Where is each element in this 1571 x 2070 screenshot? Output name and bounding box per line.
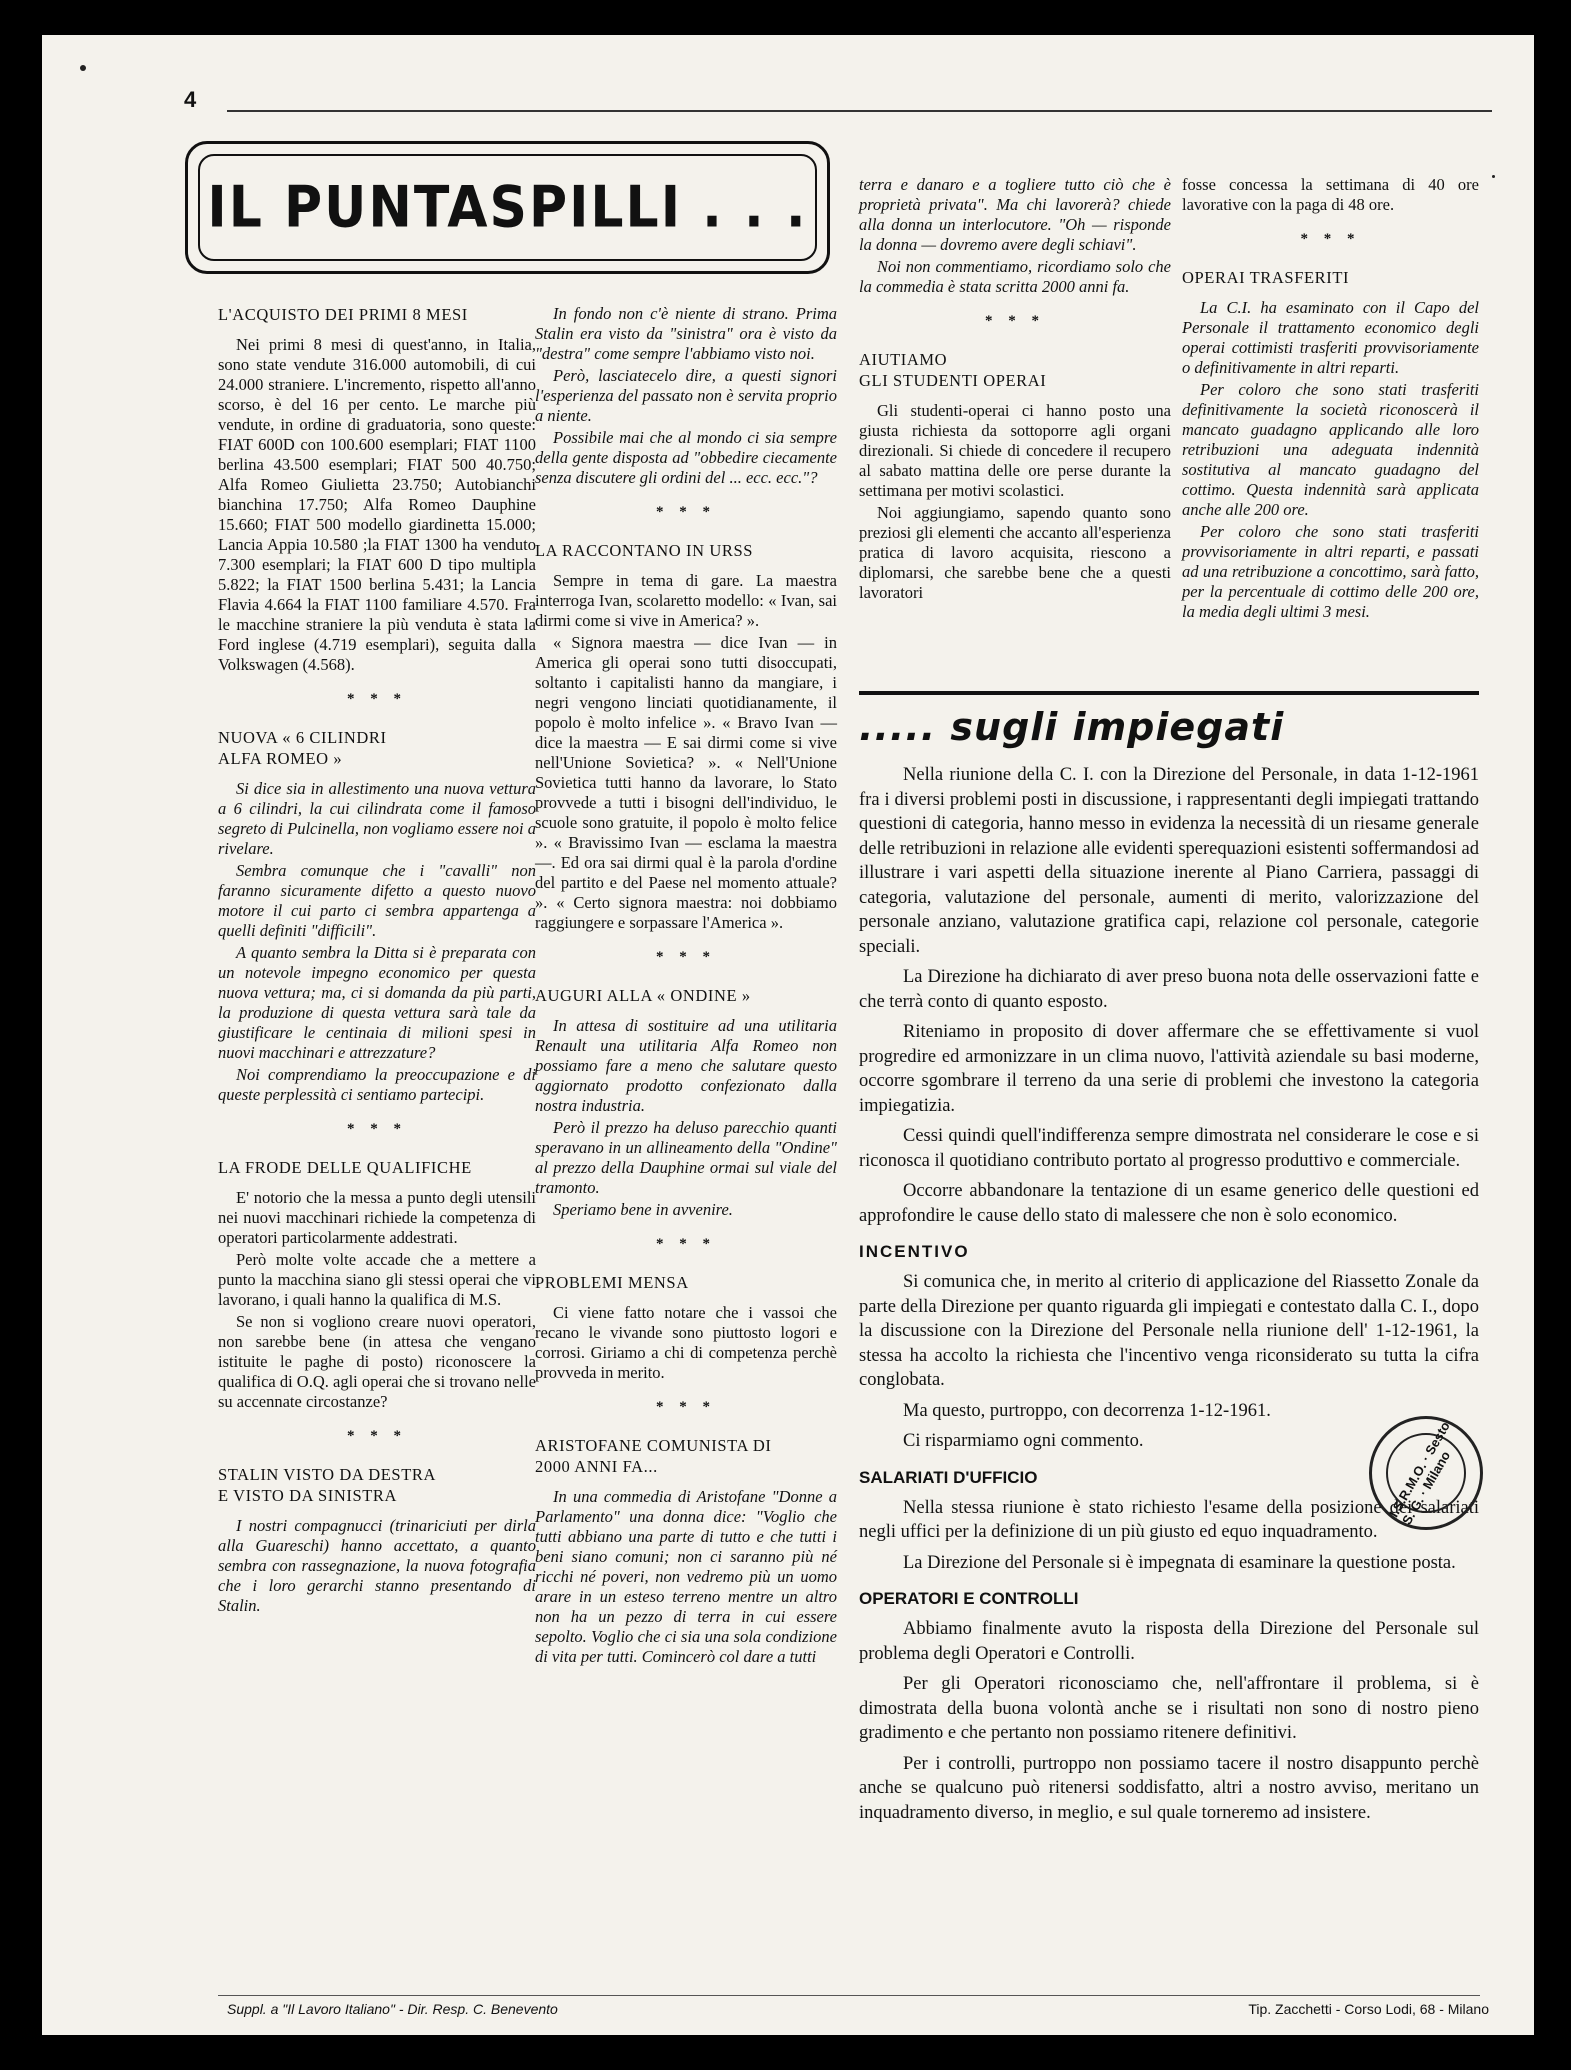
article-paragraph: Noi non commentiamo, ricordiamo solo che la commedia è stata scritta 2000 anni fa. [859, 257, 1171, 296]
article-paragraph: In attesa di sostituire ad una utilitaria Renault una utilitaria Alfa Romeo non possiamo fare a meno che salutare questo aggiornato prodotto confezionato dalla nostra industria. [535, 1016, 837, 1115]
section-rule [859, 691, 1479, 695]
article-heading: OPERAI TRASFERITI [1182, 268, 1350, 287]
article-paragraph: Noi comprendiamo la preoccupazione e di queste perplessità ci sentiamo partecipi. [218, 1065, 536, 1104]
column-2 [535, 304, 837, 1669]
section-separator: * * * [347, 1121, 407, 1137]
stamp-text: I.S.R.M.O. · Sesto S. G. · Milano [1386, 1419, 1454, 1528]
article-heading: LA RACCONTANO IN URSS [535, 541, 754, 560]
subsection-heading: OPERATORI E CONTROLLI [859, 1589, 1079, 1608]
subsection-heading: SALARIATI D'UFFICIO [859, 1467, 1038, 1487]
article-heading: PROBLEMI MENSA [535, 1273, 689, 1292]
section-separator: * * * [656, 949, 716, 965]
article-paragraph: Se non si vogliono creare nuovi operatori, non sarebbe bene (in attesa che vengano istituite le paghe di posto) riconoscere la qualifica di O.Q. agli operai che si trovano nelle su accennate circostanze? [218, 1312, 536, 1411]
article-heading [859, 349, 1171, 391]
masthead-inner-frame [198, 154, 817, 261]
footer-printer: Tip. Zacchetti - Corso Lodi, 68 - Milano [1248, 2001, 1489, 2017]
heading-line: AIUTIAMO [859, 350, 948, 369]
section-separator: * * * [656, 1399, 716, 1415]
masthead-box [185, 141, 830, 274]
article-heading: LA FRODE DELLE QUALIFICHE [218, 1158, 472, 1177]
newspaper-page [42, 35, 1534, 2035]
article-paragraph: Per coloro che sono stati trasferiti provvisoriamente in altri reparti, e passati ad una retribuzione a concottimo, sarà fatto, per la percentuale di cottimo delle 200 ore, la media degli ultimi 3 mesi. [1182, 522, 1479, 621]
article-paragraph: Nella stessa riunione è stato richiesto l'esame della posizione dei salariati negli uffici per la definizione di un più giusto ed equo inquadramento. [859, 1497, 1479, 1542]
article-paragraph: In fondo non c'è niente di strano. Prima Stalin era visto da "sinistra" ora è visto da "destra" come sempre l'abbiamo visto noi. [535, 304, 837, 363]
article-paragraph: Speriamo bene in avvenire. [553, 1200, 733, 1219]
section-separator: * * * [985, 313, 1045, 329]
article-paragraph: Nei primi 8 mesi di quest'anno, in Italia, sono state vendute 316.000 automobili, di cui 24.000 straniere. L'incremento, rispetto all'anno scorso, è del 16 per cento. Le marche più vendute, in ordine di graduatoria, sono queste: FIAT 600D con 100.600 esemplari; FIAT 1100 berlina 43.500 esemplari; FIAT 500 40.750; Alfa Romeo Giulietta 23.750; Autobianchi bianchina 17.750; Alfa Romeo Dauphine 15.660; FIAT 500 modello giardinetta 15.000; Lancia Appia 10.580 ;la FIAT 1300 ha venduto 7.300 esemplari; la FIAT 600 D tipo multipla 5.822; la FIAT 1500 berlina 5.431; la Lancia Flavia 4.664 la FIAT 1100 familiare 4.570. Fra le macchine straniere la più venduta è stata la Ford inglese (4.719 esemplari), seguita dalla Volkswagen (4.568). [218, 335, 536, 674]
scan-speck [1492, 175, 1495, 178]
heading-line: 2000 ANNI FA... [535, 1457, 658, 1476]
article-paragraph: terra e danaro e a togliere tutto ciò che è proprietà privata". Ma chi lavorerà? chiede alla donna un interlocutore. "Oh — risponde la donna — dovremo avere degli schiavi". [859, 175, 1171, 254]
page-number: 4 [184, 87, 197, 112]
article-paragraph: Ci viene fatto notare che i vassoi che recano le vivande sono piuttosto logori e corrosi. Giriamo a chi di competenza perchè provveda in merito. [535, 1303, 837, 1382]
article-paragraph: La C.I. ha esaminato con il Capo del Personale il trattamento economico degli operai cottimisti trasferiti provvisoriamente o definitivamente in altri reparti. [1182, 298, 1479, 377]
column-1 [218, 304, 536, 1618]
impiegati-title: ..... sugli impiegati [859, 705, 1285, 749]
article-paragraph: E' notorio che la messa a punto degli utensili nei nuovi macchinari richiede la competenza di operatori particolarmente addestrati. [218, 1188, 536, 1247]
article-paragraph: Ma questo, purtroppo, con decorrenza 1-12-1961. [903, 1400, 1271, 1421]
article-heading [535, 1435, 837, 1477]
article-paragraph: Però il prezzo ha deluso parecchio quanti speravano in un allineamento della "Ondine" al prezzo della Dauphine ormai sul viale del tramonto. [535, 1118, 837, 1197]
article-paragraph: « Signora maestra — dice Ivan — in America gli operai sono tutti disoccupati, soltanto i capitalisti hanno da mangiare, i negri vengono linciati quotidianamente, il popolo è molto infelice ». « Bravo Ivan — dice la maestra — E sai dirmi come si vive nell'Unione Sovietica? ». « Nell'Unione Sovietica tutti hanno da lavorare, lo Stato provvede a tutti i bisogni dell'individuo, le scuole sono gratuite, il popolo è molto felice ». « Bravissimo Ivan — esclama la maestra —. Ed ora sai dirmi qual è la parola d'ordine del partito e del Paese nel momento attuale? ». « Certo signora maestra: noi dobbiamo raggiungere e sorpassare l'America ». [535, 633, 837, 932]
article-paragraph: Possibile mai che al mondo ci sia sempre della gente disposta ad "obbedire ciecamente senza discutere gli ordini del ... ecc. ecc."? [535, 428, 837, 487]
heading-line: ALFA ROMEO » [218, 749, 343, 768]
subsection-heading: INCENTIVO [859, 1242, 970, 1261]
footer-publication: Suppl. a "Il Lavoro Italiano" - Dir. Resp. C. Benevento [227, 2001, 558, 2017]
article-paragraph: A quanto sembra la Ditta si è preparata con un notevole impegno economico per questa nuova vettura; ma, ci si domanda da più parti, la produzione di questa vettura sarà tale da giustificare le centinaia di milioni spesi in nuovi macchinari e attrezzature? [218, 943, 536, 1062]
article-paragraph: La Direzione del Personale si è impegnata di esaminare la questione posta. [903, 1552, 1456, 1573]
masthead-title: IL PUNTASPILLI . . . [207, 174, 808, 241]
article-heading [218, 1464, 536, 1506]
heading-line: NUOVA « 6 CILINDRI [218, 728, 387, 747]
heading-line: ARISTOFANE COMUNISTA DI [535, 1436, 772, 1455]
heading-line: E VISTO DA SINISTRA [218, 1486, 398, 1505]
section-separator: * * * [656, 1236, 716, 1252]
article-paragraph: Sembra comunque che i "cavalli" non faranno sicuramente difetto a questo nuovo motore il cui parto ci sembra appartenga a quelli definiti "difficili". [218, 861, 536, 940]
impiegati-body [859, 763, 1479, 1825]
heading-line: GLI STUDENTI OPERAI [859, 371, 1047, 390]
article-paragraph: I nostri compagnucci (trinariciuti per dirla alla Guareschi) hanno accettato, a quanto sembra con rassegnazione, la nuova fotografia che i loro gerarchi stanno presentando di Stalin. [218, 1516, 536, 1615]
article-paragraph: Però, lasciatecelo dire, a questi signori l'esperienza del passato non è servita proprio a niente. [535, 366, 837, 425]
footer-rule [218, 1995, 1480, 1996]
article-paragraph: Si dice sia in allestimento una nuova vettura a 6 cilindri, la cui cilindrata come il famoso segreto di Pulcinella, non vogliamo essere noi a rivelare. [218, 779, 536, 858]
article-paragraph: Però molte volte accade che a mettere a punto la macchina siano gli stessi operai che vi lavorano, i quali hanno la qualifica di M.S. [218, 1250, 536, 1309]
article-paragraph: Cessi quindi quell'indifferenza sempre dimostrata nel considerare le cose e si riconosca il quotidiano contributo portato al progresso produttivo e commerciale. [859, 1126, 1479, 1171]
article-paragraph: Nella riunione della C. I. con la Direzione del Personale, in data 1-12-1961 fra i diversi problemi posti in discussione, i rappresentanti degli impiegati trattando questioni di categoria, hanno messo in evidenza la necessità di un riesame generale delle retribuzioni in relazione alle evidenti sperequazioni esistenti soffermandosi ad illustrare i vari aspetti della situazione inerente al Piano Carriera, passaggi di categoria, valutazione del personale, aumenti di merito, valorizzazione del personale anziano, valutazione gratifica capi, relazione col personale, categorie speciali. [859, 765, 1479, 957]
article-paragraph: Sempre in tema di gare. La maestra interroga Ivan, scolaretto modello: « Ivan, sai dirmi come si vive in America? ». [535, 571, 837, 630]
archive-stamp [1369, 1416, 1483, 1530]
section-separator: * * * [656, 504, 716, 520]
article-paragraph: Riteniamo in proposito di dover affermare che se effettivamente si vuol progredire ed armonizzare in un clima nuovo, l'attività aziendale su basi moderne, occorre sgombrare il terreno da una serie di problemi che investono la categoria impiegatizia. [859, 1022, 1479, 1116]
article-paragraph: Per gli Operatori riconosciamo che, nell'affrontare il problema, si è dimostrata della buona volontà anche se i risultati non sono di nostro pieno gradimento e che pertanto non possiamo ritenere definitivi. [859, 1674, 1479, 1743]
article-heading: AUGURI ALLA « ONDINE » [535, 986, 751, 1005]
column-3 [859, 175, 1171, 605]
scan-speck [80, 65, 86, 71]
impiegati-article [859, 705, 1479, 1831]
article-paragraph: Abbiamo finalmente avuto la risposta della Direzione del Personale sul problema degli Operatori e Controlli. [859, 1619, 1479, 1664]
heading-line: STALIN VISTO DA DESTRA [218, 1465, 436, 1484]
section-separator: * * * [1300, 231, 1361, 247]
section-separator: * * * [347, 691, 407, 707]
article-paragraph: fosse concessa la settimana di 40 ore lavorative con la paga di 48 ore. [1182, 175, 1479, 214]
article-paragraph: Per i controlli, purtroppo non possiamo tacere il nostro disappunto perchè anche se qualcuno può ritenersi soddisfatto, altri a nostro avviso, meritano un inquadramento diverso, in meglio, e sul quale torneremo ad insistere. [859, 1753, 1479, 1823]
article-paragraph: Si comunica che, in merito al criterio di applicazione del Riassetto Zonale da parte della Direzione per quanto riguarda gli impiegati e contestato dalla C. I., dopo la discussione con la Direzione del Personale nella riunione dell' 1-12-1961, la stessa ha accolto la richiesta che l'incentivo venga riconsiderato su tutta la cifra conglobata. [859, 1272, 1479, 1390]
article-heading: L'ACQUISTO DEI PRIMI 8 MESI [218, 305, 468, 324]
column-4 [1182, 175, 1479, 624]
article-paragraph: La Direzione ha dichiarato di aver preso buona nota delle osservazioni fatte e che terrà conto di quanto esposto. [859, 967, 1479, 1012]
article-paragraph: Occorre abbandonare la tentazione di un esame generico delle questioni ed approfondire le cause dello stato di malessere che non è solo economico. [859, 1181, 1479, 1226]
article-paragraph: Per coloro che sono stati trasferiti definitivamente la società riconoscerà il mancato guadagno applicando alle loro retribuzioni una adeguata indennità sostitutiva al mancato guadagno del cottimo. Questa indennità sarà applicata anche alle 200 ore. [1182, 380, 1479, 519]
article-paragraph: Gli studenti-operai ci hanno posto una giusta richiesta da sottoporre agli organi direzionali. Si chiede di concedere il recupero al sabato mattina delle ore perse durante la settimana per motivi scolastici. [859, 401, 1171, 500]
article-paragraph: Noi aggiungiamo, sapendo quanto sono preziosi gli elementi che accanto all'esperienza pratica di lavoro acquisita, riescono a diplomarsi, che sarebbe bene che a questi lavoratori [859, 503, 1171, 602]
section-separator: * * * [347, 1428, 407, 1444]
article-paragraph: In una commedia di Aristofane "Donne a Parlamento" una donna dice: "Voglio che tutti abbiano una parte di tutto e che tutti i beni siano comuni; non ci saranno più né ricchi né poveri, non vedremo più un uomo arare in un esteso terreno mentre un altro non ha un pezzo di terra in cui essere sepolto. Voglio che ci sia una sola condizione di vita per tutti. Comincerò col dare a tutti [535, 1487, 837, 1666]
top-rule [227, 110, 1492, 112]
article-heading [218, 727, 536, 769]
article-paragraph: Ci risparmiamo ogni commento. [903, 1431, 1144, 1451]
